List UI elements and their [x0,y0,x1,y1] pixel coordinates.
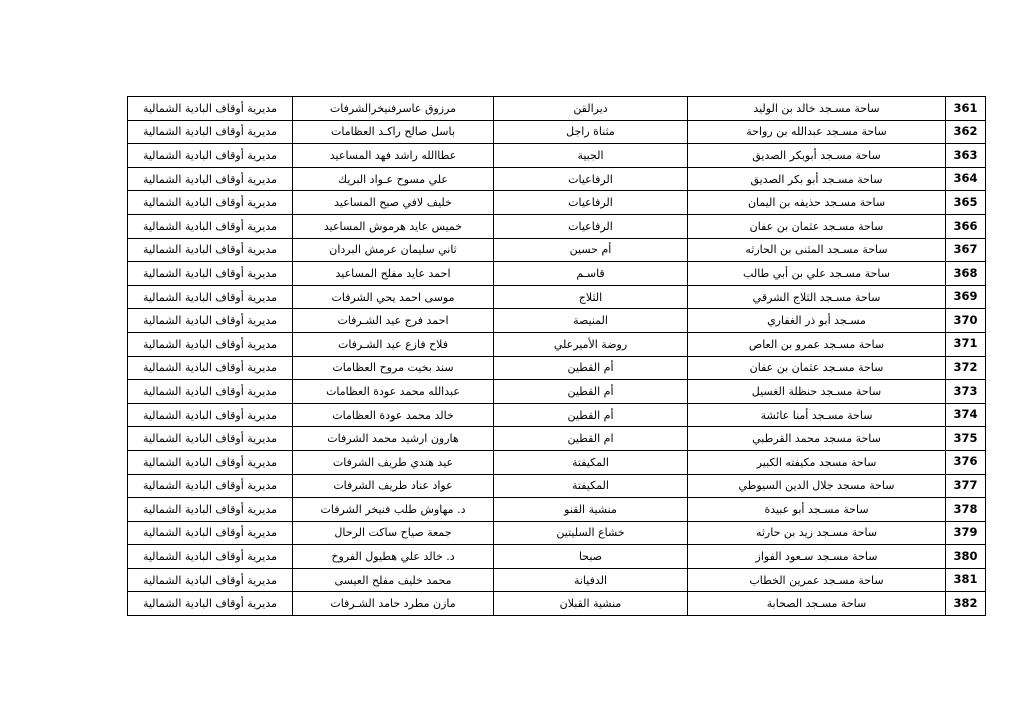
directorate-cell: مديرية أوقاف البادية الشمالية [128,214,293,238]
area-cell: روضة الأميرعلي [494,332,688,356]
person-cell: سند بخيت مروح العظامات [293,356,494,380]
area-cell: صبحا [494,545,688,569]
directorate-cell: مديرية أوقاف البادية الشمالية [128,427,293,451]
area-cell: قاسـم [494,262,688,286]
person-cell: احمد عايد مفلح المساعيد [293,262,494,286]
mosque-cell: ساحة مسـجد حذيفه بن اليمان [688,191,946,215]
serial-number-cell: 369 [946,285,986,309]
directorate-cell: مديرية أوقاف البادية الشمالية [128,238,293,262]
serial-number-cell: 375 [946,427,986,451]
directorate-cell: مديرية أوقاف البادية الشمالية [128,568,293,592]
mosque-registry-table [127,96,986,616]
serial-number-cell: 361 [946,97,986,121]
directorate-cell: مديرية أوقاف البادية الشمالية [128,262,293,286]
table-row [128,214,986,238]
mosque-cell: ساحة مسـجد زيد بن حارثه [688,521,946,545]
table-row [128,403,986,427]
person-cell: د. خالد علي هطيول الفروخ [293,545,494,569]
mosque-cell: ساحة مسـجد الثلاج الشرقي [688,285,946,309]
table-row [128,592,986,616]
mosque-cell: ساحة مسجد محمد القرطبي [688,427,946,451]
directorate-cell: مديرية أوقاف البادية الشمالية [128,97,293,121]
serial-number-cell: 378 [946,498,986,522]
area-cell: الجبية [494,144,688,168]
directorate-cell: مديرية أوقاف البادية الشمالية [128,191,293,215]
table-row [128,450,986,474]
serial-number-cell: 365 [946,191,986,215]
area-cell: الرفاعيات [494,167,688,191]
table-row [128,427,986,451]
directorate-cell: مديرية أوقاف البادية الشمالية [128,498,293,522]
table-row [128,545,986,569]
directorate-cell: مديرية أوقاف البادية الشمالية [128,450,293,474]
area-cell: المكيفتة [494,474,688,498]
table-row [128,191,986,215]
directorate-cell: مديرية أوقاف البادية الشمالية [128,474,293,498]
mosque-cell: ساحة مسـجد الصحابة [688,592,946,616]
serial-number-cell: 366 [946,214,986,238]
table-row [128,332,986,356]
directorate-cell: مديرية أوقاف البادية الشمالية [128,285,293,309]
mosque-cell: ساحة مسـجد حنظلة الغسيل [688,380,946,404]
person-cell: محمد خليف مفلح العيسى [293,568,494,592]
directorate-cell: مديرية أوقاف البادية الشمالية [128,332,293,356]
directorate-cell: مديرية أوقاف البادية الشمالية [128,403,293,427]
mosque-cell: ساحة مسـجد أمنا عائشة [688,403,946,427]
mosque-cell: ساحة مسـجد سـعود الفواز [688,545,946,569]
area-cell: الرفاعيات [494,191,688,215]
area-cell: مثناة راجل [494,120,688,144]
area-cell: منشية القنو [494,498,688,522]
serial-number-cell: 382 [946,592,986,616]
mosque-cell: ساحة مسـجد عمرين الخطاب [688,568,946,592]
serial-number-cell: 362 [946,120,986,144]
person-cell: مازن مطرد حامد الشـرفات [293,592,494,616]
mosque-cell: ساحة مسـجد أبوبكر الصديق [688,144,946,168]
serial-number-cell: 381 [946,568,986,592]
area-cell: أم القطين [494,356,688,380]
directorate-cell: مديرية أوقاف البادية الشمالية [128,545,293,569]
mosque-cell: ساحة مسـجد خالد بن الوليد [688,97,946,121]
serial-number-cell: 364 [946,167,986,191]
person-cell: خليف لافي صبح المساعيد [293,191,494,215]
mosque-cell: ساحة مسـجد المثنى بن الحارثه [688,238,946,262]
mosque-cell: ساحة مسـجد عمرو بن العاص [688,332,946,356]
table-row [128,97,986,121]
serial-number-cell: 376 [946,450,986,474]
area-cell: ام القطين [494,427,688,451]
serial-number-cell: 363 [946,144,986,168]
table-row [128,238,986,262]
directorate-cell: مديرية أوقاف البادية الشمالية [128,356,293,380]
table-row [128,380,986,404]
area-cell: الرفاعيات [494,214,688,238]
area-cell: أم حسين [494,238,688,262]
person-cell: د. مهاوش طلب فنيخر الشرفات [293,498,494,522]
directorate-cell: مديرية أوقاف البادية الشمالية [128,167,293,191]
serial-number-cell: 374 [946,403,986,427]
table-row [128,498,986,522]
area-cell: أم القطين [494,403,688,427]
directorate-cell: مديرية أوقاف البادية الشمالية [128,120,293,144]
person-cell: فلاح فازع عيد الشـرفات [293,332,494,356]
table-row [128,262,986,286]
area-cell: الدفيانة [494,568,688,592]
serial-number-cell: 373 [946,380,986,404]
area-cell: الثلاج [494,285,688,309]
table-row [128,568,986,592]
person-cell: احمد فرج عيد الشـرفات [293,309,494,333]
person-cell: خالد محمد عودة العظامات [293,403,494,427]
mosque-cell: ساحة مسـجد أبو عبيدة [688,498,946,522]
person-cell: عبدالله محمد عودة العظامات [293,380,494,404]
person-cell: مرزوق عاسرفنيخرالشرفات [293,97,494,121]
table-row [128,474,986,498]
area-cell: منشية القبلان [494,592,688,616]
area-cell: خشاع السليتين [494,521,688,545]
serial-number-cell: 368 [946,262,986,286]
directorate-cell: مديرية أوقاف البادية الشمالية [128,144,293,168]
mosque-cell: ساحة مسجد مكيفته الكبير [688,450,946,474]
table-row [128,521,986,545]
person-cell: خميس عايد هرموش المساعيد [293,214,494,238]
mosque-cell: ساحة مسجد جلال الدين السيوطي [688,474,946,498]
serial-number-cell: 379 [946,521,986,545]
table-row [128,167,986,191]
mosque-cell: ساحة مسـجد عثمان بن عفان [688,356,946,380]
area-cell: المكيفتة [494,450,688,474]
table-row [128,309,986,333]
table-body [128,97,986,616]
mosque-cell: مسـجد أبو ذر الغفاري [688,309,946,333]
mosque-cell: ساحة مسـجد علي بن أبي طالب [688,262,946,286]
person-cell: هارون ارشيد محمد الشرفات [293,427,494,451]
table-row [128,285,986,309]
directorate-cell: مديرية أوقاف البادية الشمالية [128,309,293,333]
serial-number-cell: 380 [946,545,986,569]
person-cell: عواد عناد طريف الشرفات [293,474,494,498]
person-cell: علي مسوح عـواد البريك [293,167,494,191]
table-row [128,356,986,380]
serial-number-cell: 367 [946,238,986,262]
directorate-cell: مديرية أوقاف البادية الشمالية [128,592,293,616]
serial-number-cell: 372 [946,356,986,380]
table-row [128,144,986,168]
serial-number-cell: 377 [946,474,986,498]
person-cell: ثاني سليمان عرمش البردان [293,238,494,262]
person-cell: عيد هندي طريف الشرفات [293,450,494,474]
person-cell: باسل صالح راكـد العظامات [293,120,494,144]
serial-number-cell: 371 [946,332,986,356]
person-cell: جمعة صياح ساكت الرحال [293,521,494,545]
serial-number-cell: 370 [946,309,986,333]
person-cell: عطاالله راشد فهد المساعيد [293,144,494,168]
mosque-cell: ساحة مسـجد عثمان بن عفان [688,214,946,238]
table-row [128,120,986,144]
area-cell: المنيصة [494,309,688,333]
area-cell: أم القطين [494,380,688,404]
directorate-cell: مديرية أوقاف البادية الشمالية [128,380,293,404]
directorate-cell: مديرية أوقاف البادية الشمالية [128,521,293,545]
area-cell: ديرالقن [494,97,688,121]
person-cell: موسى احمد يحي الشرفات [293,285,494,309]
mosque-cell: ساحة مسـجد أبو بكر الصديق [688,167,946,191]
mosque-cell: ساحة مسـجد عبدالله بن رواحة [688,120,946,144]
